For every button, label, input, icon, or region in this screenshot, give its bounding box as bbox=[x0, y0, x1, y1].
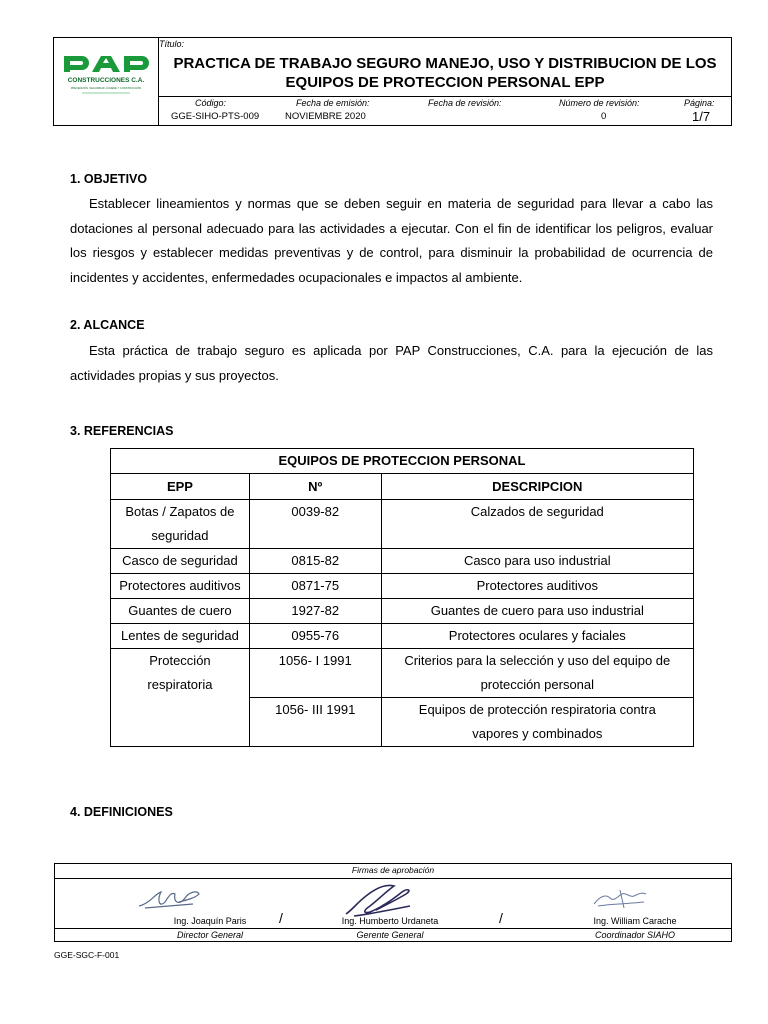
document-form-code: GGE-SGC-F-001 bbox=[54, 950, 120, 960]
epp-cell: Protección respiratoria bbox=[111, 649, 250, 747]
num-cell: 1927-82 bbox=[249, 599, 381, 624]
desc-cell: Calzados de seguridad bbox=[381, 500, 693, 549]
num-revision-label: Número de revisión: bbox=[559, 98, 640, 108]
epp-cell: Casco de seguridad bbox=[111, 549, 250, 574]
pagina-label: Página: bbox=[684, 98, 715, 108]
epp-cell: Lentes de seguridad bbox=[111, 624, 250, 649]
definiciones-heading: 4. DEFINICIONES bbox=[70, 805, 173, 819]
table-row bbox=[111, 624, 694, 649]
desc-cell: Equipos de protección respiratoria contra vapores y combinados bbox=[381, 698, 693, 747]
column-header-epp: EPP bbox=[111, 474, 250, 500]
signature-3-image bbox=[590, 884, 650, 914]
separator-1: / bbox=[279, 910, 283, 926]
signer-3-role: Coordinador SIAHO bbox=[594, 930, 676, 940]
num-cell: 0039-82 bbox=[249, 500, 381, 549]
table-row bbox=[111, 500, 694, 549]
signer-2-role: Gerente General bbox=[356, 930, 424, 940]
emision-value: NOVIEMBRE 2020 bbox=[285, 111, 366, 122]
table-row bbox=[111, 599, 694, 624]
table-row bbox=[111, 549, 694, 574]
objetivo-heading: 1. OBJETIVO bbox=[70, 172, 148, 186]
separator-2: / bbox=[499, 910, 503, 926]
alcance-paragraph: Esta práctica de trabajo seguro es aplicada por PAP Construcciones, C.A. para la ejecución de las actividades propias y sus proyectos. bbox=[70, 343, 713, 383]
svg-text:PREVENCIÓN, SEGURIDAD, HIGIENE: PREVENCIÓN, SEGURIDAD, HIGIENE Y CONSTRUCCIÓN bbox=[70, 87, 142, 90]
objetivo-paragraph: Establecer lineamientos y normas que se deben seguir en materia de seguridad para llevar a cabo las dotaciones al personal adecuado para las actividades a ejecutar. Con el fin de identificar los peligros, evaluar los riesgos y establecer medidas preventivas y de control, para disminuir la probabilidad de ocurrencia de incidentes y accidentes, enfermedades ocupacionales e impactos al ambiente. bbox=[70, 196, 713, 285]
emision-label: Fecha de emisión: bbox=[296, 98, 370, 108]
table-caption-row bbox=[111, 449, 694, 474]
svg-text:CONSTRUCCIONES C.A.: CONSTRUCCIONES C.A. bbox=[67, 77, 145, 84]
signer-1-name: Ing. Joaquín Paris bbox=[173, 916, 247, 926]
desc-cell: Criterios para la selección y uso del equipo de protección personal bbox=[381, 649, 693, 698]
desc-cell: Protectores oculares y faciales bbox=[381, 624, 693, 649]
epp-cell: Botas / Zapatos de seguridad bbox=[111, 500, 250, 549]
num-cell: 0815-82 bbox=[249, 549, 381, 574]
logo-cell bbox=[54, 38, 159, 125]
revision-label: Fecha de revisión: bbox=[428, 98, 502, 108]
signer-1-role: Director General bbox=[176, 930, 244, 940]
firmas-label: Firmas de aprobación bbox=[351, 865, 435, 875]
num-cell: 0955-76 bbox=[249, 624, 381, 649]
column-header-num: Nº bbox=[249, 474, 381, 500]
document-title: PRACTICA DE TRABAJO SEGURO MANEJO, USO Y DISTRIBUCION DE LOS EQUIPOS DE PROTECCION PERSONAL EPP bbox=[173, 55, 717, 91]
desc-cell: Casco para uso industrial bbox=[381, 549, 693, 574]
num-cell: 1056- I 1991 bbox=[249, 649, 381, 698]
pagina-value: 1/7 bbox=[692, 109, 711, 124]
table-caption: EQUIPOS DE PROTECCION PERSONAL bbox=[111, 449, 694, 474]
header-divider bbox=[158, 96, 731, 97]
signer-3-name: Ing. William Carache bbox=[593, 916, 677, 926]
epp-table bbox=[110, 448, 694, 747]
signature-block bbox=[54, 863, 732, 942]
epp-cell: Guantes de cuero bbox=[111, 599, 250, 624]
table-row bbox=[111, 574, 694, 599]
signature-2-image bbox=[340, 880, 420, 920]
num-cell: 0871-75 bbox=[249, 574, 381, 599]
document-header bbox=[53, 37, 732, 126]
column-header-descripcion: DESCRIPCION bbox=[381, 474, 693, 500]
alcance-heading: 2. ALCANCE bbox=[70, 318, 145, 332]
signature-1-image bbox=[135, 884, 205, 916]
num-revision-value: 0 bbox=[601, 111, 607, 122]
company-logo bbox=[62, 50, 150, 110]
table-header-row bbox=[111, 474, 694, 500]
signer-2-name: Ing. Humberto Urdaneta bbox=[341, 916, 439, 926]
referencias-heading: 3. REFERENCIAS bbox=[70, 424, 174, 438]
role-divider bbox=[55, 928, 731, 929]
title-label: Título: bbox=[159, 39, 185, 49]
num-cell: 1056- III 1991 bbox=[249, 698, 381, 747]
codigo-value: GGE-SIHO-PTS-009 bbox=[171, 111, 260, 122]
desc-cell: Protectores auditivos bbox=[381, 574, 693, 599]
epp-cell: Protectores auditivos bbox=[111, 574, 250, 599]
desc-cell: Guantes de cuero para uso industrial bbox=[381, 599, 693, 624]
table-row bbox=[111, 649, 694, 698]
signature-divider bbox=[55, 878, 731, 879]
codigo-label: Código: bbox=[195, 98, 227, 108]
